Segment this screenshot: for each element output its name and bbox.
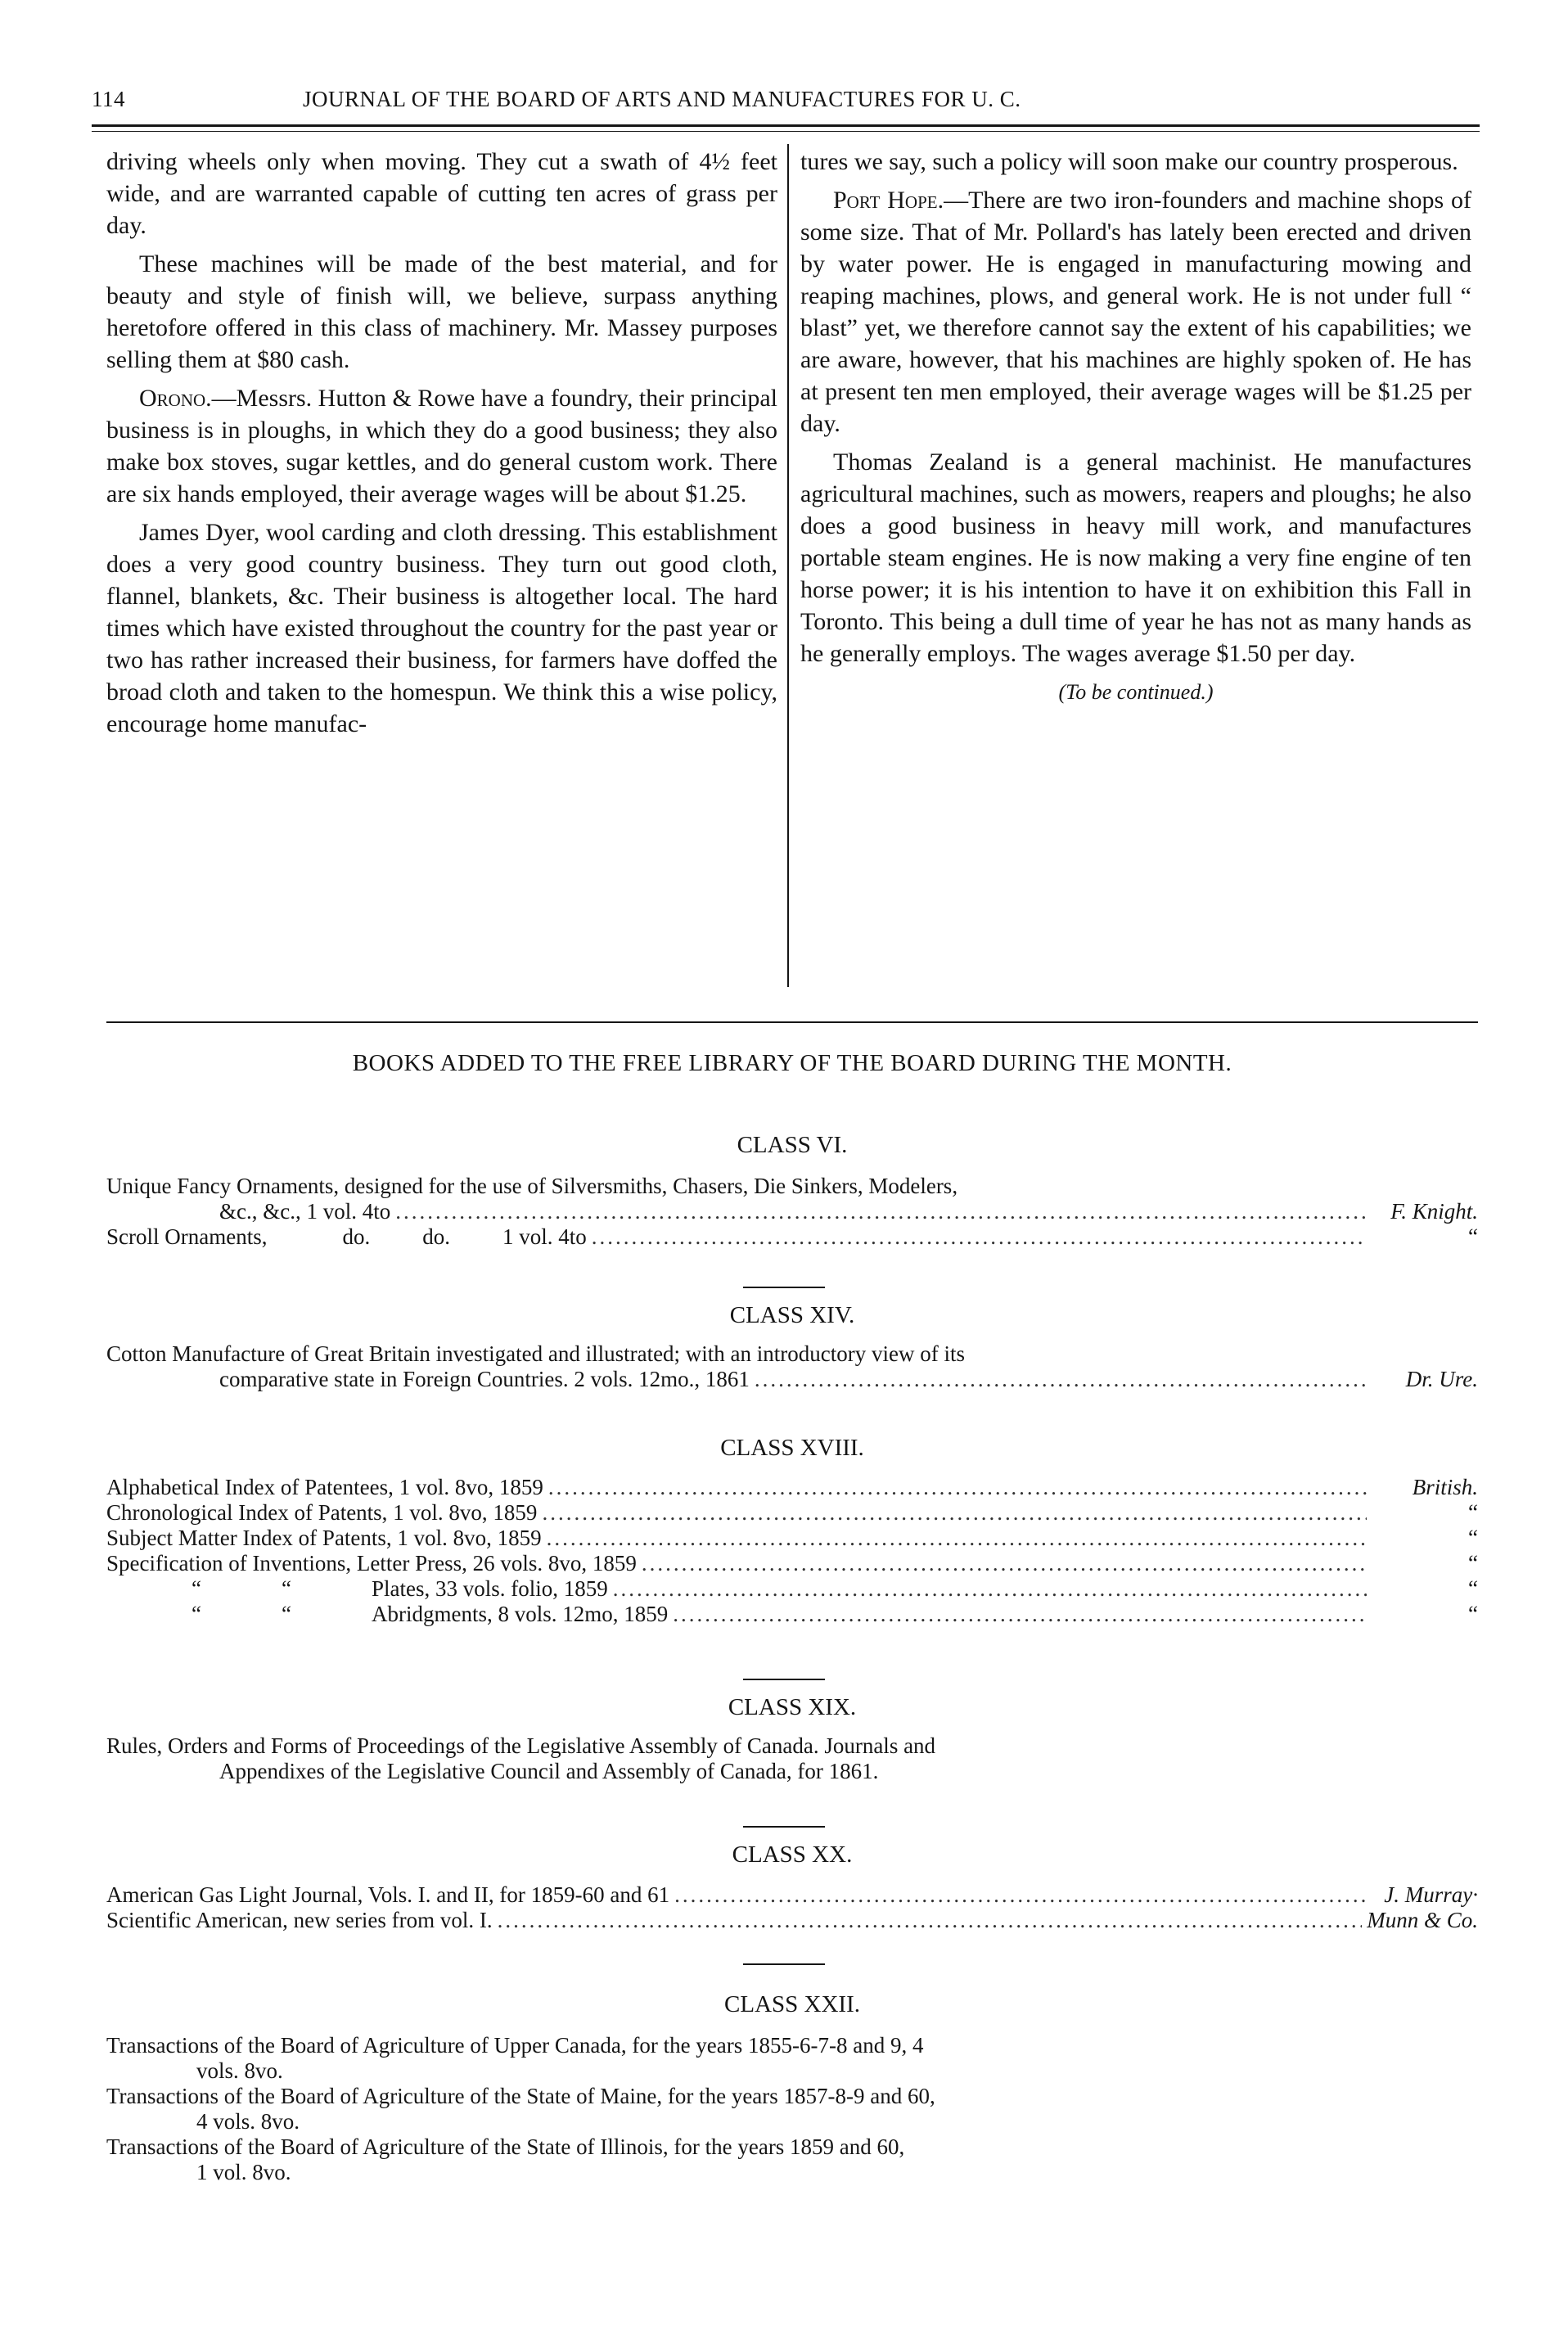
class-xxii-heading: CLASS XXII. <box>724 1991 860 2017</box>
book-entry <box>106 1602 1478 1627</box>
leader-dots <box>592 1224 1367 1250</box>
book-title: Transactions of the Board of Agriculture of Upper Canada, for the years 1855-6-7-8 and 9, 4 <box>106 2033 924 2058</box>
book-title: Appendixes of the Legislative Council and Assembly of Canada, for 1861. <box>219 1759 879 1783</box>
class-vi-entries <box>106 1174 1478 1250</box>
place-orono: Orono. <box>139 385 212 412</box>
ditto-mark: “ <box>191 1602 201 1626</box>
book-entry <box>106 1882 1478 1908</box>
book-title: Transactions of the Board of Agriculture of the State of Illinois, for the years 1859 and 60, <box>106 2134 905 2159</box>
book-title: American Gas Light Journal, Vols. I. and II, for 1859-60 and 61 <box>106 1882 670 1907</box>
left-paragraph-4: James Dyer, wool carding and cloth dressing. This establishment does a very good country business. They turn out good cloth, flannel, blankets, &c. Their business is altogether local. The hard times which have existed throughout the country for the past year or two has rather increased their business, for farmers have doffed the broad cloth and taken to the homespun. We think this a wise policy, encourage home manufac- <box>106 519 777 737</box>
class-xiv-heading: CLASS XIV. <box>729 1302 855 1328</box>
left-paragraph-3 <box>106 382 777 510</box>
book-title: Unique Fancy Ornaments, designed for the use of Silversmiths, Chasers, Die Sinkers, Modelers, <box>106 1174 958 1198</box>
right-paragraph-1: tures we say, such a policy will soon make our country prosperous. <box>800 148 1458 175</box>
class-separator-rule <box>743 1826 825 1828</box>
page-header <box>92 87 1480 123</box>
book-title: Plates, 33 vols. folio, 1859 <box>372 1576 608 1601</box>
book-title: Transactions of the Board of Agriculture of the State of Maine, for the years 1857-8-9 and 60, <box>106 2084 935 2108</box>
book-entry-line <box>106 1174 1478 1199</box>
class-vi-heading: CLASS VI. <box>737 1132 848 1158</box>
leader-dots <box>548 1475 1367 1500</box>
left-paragraph-2: These machines will be made of the best material, and for beauty and style of finish will, we believe, surpass anything heretofore offered in this class of machinery. Mr. Massey purposes selling them at $80 cash. <box>106 250 777 373</box>
book-title: Scientific American, new series from vol. I. <box>106 1908 493 1932</box>
page-number: 114 <box>92 87 125 111</box>
left-paragraph-3-text: —Messrs. Hutton & Rowe have a foundry, their principal business is in ploughs, in which they do a good business; they also make box stoves, sugar kettles, and do general custom work. There are six hands employed, their average wages will be about $1.25. <box>106 385 777 507</box>
header-double-rule <box>92 124 1480 132</box>
class-xix-heading: CLASS XIX. <box>728 1694 857 1720</box>
book-title: 1 vol. 4to <box>502 1224 587 1249</box>
class-separator-rule <box>743 1287 825 1288</box>
book-entry-line <box>106 2109 1478 2134</box>
class-separator-rule <box>743 1679 825 1680</box>
book-title: Subject Matter Index of Patents, 1 vol. 8vo, 1859 <box>106 1526 542 1550</box>
book-title: comparative state in Foreign Countries. 2 vols. 12mo., 1861 <box>219 1367 750 1391</box>
book-source: “ <box>1468 1526 1478 1550</box>
leader-dots <box>673 1602 1367 1627</box>
book-entry-line <box>106 1733 1478 1759</box>
ditto-text: do. <box>422 1224 450 1249</box>
book-source: “ <box>1468 1500 1478 1525</box>
book-entry <box>106 1367 1478 1392</box>
book-entry-line <box>106 2033 1478 2058</box>
book-entry-line <box>106 2058 1478 2084</box>
book-title: Specification of Inventions, Letter Press, 26 vols. 8vo, 1859 <box>106 1551 637 1575</box>
book-source: Munn & Co. <box>1367 1908 1478 1932</box>
class-xx-entries <box>106 1882 1478 1933</box>
right-paragraph-3: Thomas Zealand is a general machinist. He manufactures agricultural machines, such as mowers, reapers and ploughs; he also does a good business in heavy mill work, and manufactures portable steam engines. He is now making a very fine engine of ten horse power; it is his intention to have it on exhibition this Fall in Toronto. This being a dull time of year he has not as many hands as he generally employs. The wages average $1.50 per day. <box>800 449 1471 667</box>
book-source: British. <box>1412 1475 1478 1499</box>
book-source: “ <box>1468 1224 1478 1249</box>
book-title: Cotton Manufacture of Great Britain investigated and illustrated; with an introductory view of its <box>106 1341 965 1366</box>
book-entry-line <box>106 2160 1478 2185</box>
book-entry <box>106 1199 1478 1224</box>
leader-dots <box>755 1367 1367 1392</box>
leader-dots <box>395 1199 1367 1224</box>
book-title: 1 vol. 8vo. <box>196 2160 291 2184</box>
book-entry-line <box>106 1759 1478 1784</box>
book-entry <box>106 1224 1478 1250</box>
class-xx-heading: CLASS XX. <box>732 1841 853 1868</box>
book-title: vols. 8vo. <box>196 2058 283 2083</box>
leader-dots <box>674 1882 1367 1908</box>
class-xviii-entries <box>106 1475 1478 1627</box>
book-entry <box>106 1551 1478 1576</box>
book-entry <box>106 1576 1478 1602</box>
book-title: Abridgments, 8 vols. 12mo, 1859 <box>372 1602 669 1626</box>
ditto-text: do. <box>342 1224 371 1249</box>
class-xiv-entries <box>106 1341 1478 1392</box>
book-source: “ <box>1468 1576 1478 1601</box>
book-source: Dr. Ure. <box>1405 1367 1478 1391</box>
class-separator-rule <box>743 1963 825 1965</box>
class-xxii-entries <box>106 2033 1478 2185</box>
place-port-hope: Port Hope. <box>833 187 944 214</box>
leader-dots <box>542 1500 1367 1526</box>
book-entry <box>106 1526 1478 1551</box>
right-paragraph-2 <box>800 184 1471 440</box>
leader-dots <box>547 1526 1367 1551</box>
right-column <box>800 146 1471 708</box>
book-source: “ <box>1468 1602 1478 1626</box>
book-source: F. Knight. <box>1390 1199 1478 1224</box>
book-entry-line <box>106 2084 1478 2109</box>
book-title: Chronological Index of Patents, 1 vol. 8vo, 1859 <box>106 1500 538 1525</box>
book-entry <box>106 1500 1478 1526</box>
class-xviii-heading: CLASS XVIII. <box>720 1435 864 1461</box>
journal-title: JOURNAL OF THE BOARD OF ARTS AND MANUFACTURES FOR U. C. <box>303 87 1021 111</box>
ditto-mark: “ <box>282 1602 291 1626</box>
ditto-mark: “ <box>282 1576 291 1601</box>
column-divider <box>787 144 789 987</box>
section-rule <box>106 1021 1478 1023</box>
book-entry-line <box>106 2134 1478 2160</box>
book-title: 4 vols. 8vo. <box>196 2109 300 2134</box>
book-entry <box>106 1908 1478 1933</box>
leader-dots <box>642 1551 1367 1576</box>
leader-dots <box>613 1576 1367 1602</box>
book-source: J. Murray· <box>1384 1882 1478 1907</box>
book-title: &c., &c., 1 vol. 4to <box>219 1199 391 1224</box>
right-paragraph-2-text: —There are two iron-founders and machine shops of some size. That of Mr. Pollard's has lately been erected and driven by water power. He is engaged in manufacturing mowing and reaping machines, plows, and general work. He is not under full “ blast” yet, we therefore cannot say the extent of his capabilities; we are aware, however, that his machines are highly spoken of. He has at present ten men employed, their average wages will be $1.25 per day. <box>800 187 1472 437</box>
books-section-title: BOOKS ADDED TO THE FREE LIBRARY OF THE BOARD DURING THE MONTH. <box>352 1050 1232 1076</box>
book-title: Scroll Ornaments, <box>106 1224 268 1249</box>
book-entry-line <box>106 1341 1478 1367</box>
ditto-mark: “ <box>191 1576 201 1601</box>
leader-dots <box>498 1908 1363 1933</box>
class-xix-entries <box>106 1733 1478 1784</box>
book-title: Rules, Orders and Forms of Proceedings of the Legislative Assembly of Canada. Journals and <box>106 1733 936 1758</box>
left-column <box>106 146 777 746</box>
to-be-continued: (To be continued.) <box>1058 680 1214 704</box>
book-title: Alphabetical Index of Patentees, 1 vol. 8vo, 1859 <box>106 1475 543 1499</box>
left-paragraph-1: driving wheels only when moving. They cut a swath of 4½ feet wide, and are warranted capable of cutting ten acres of grass per day. <box>106 148 777 239</box>
book-entry <box>106 1475 1478 1500</box>
book-source: “ <box>1468 1551 1478 1575</box>
